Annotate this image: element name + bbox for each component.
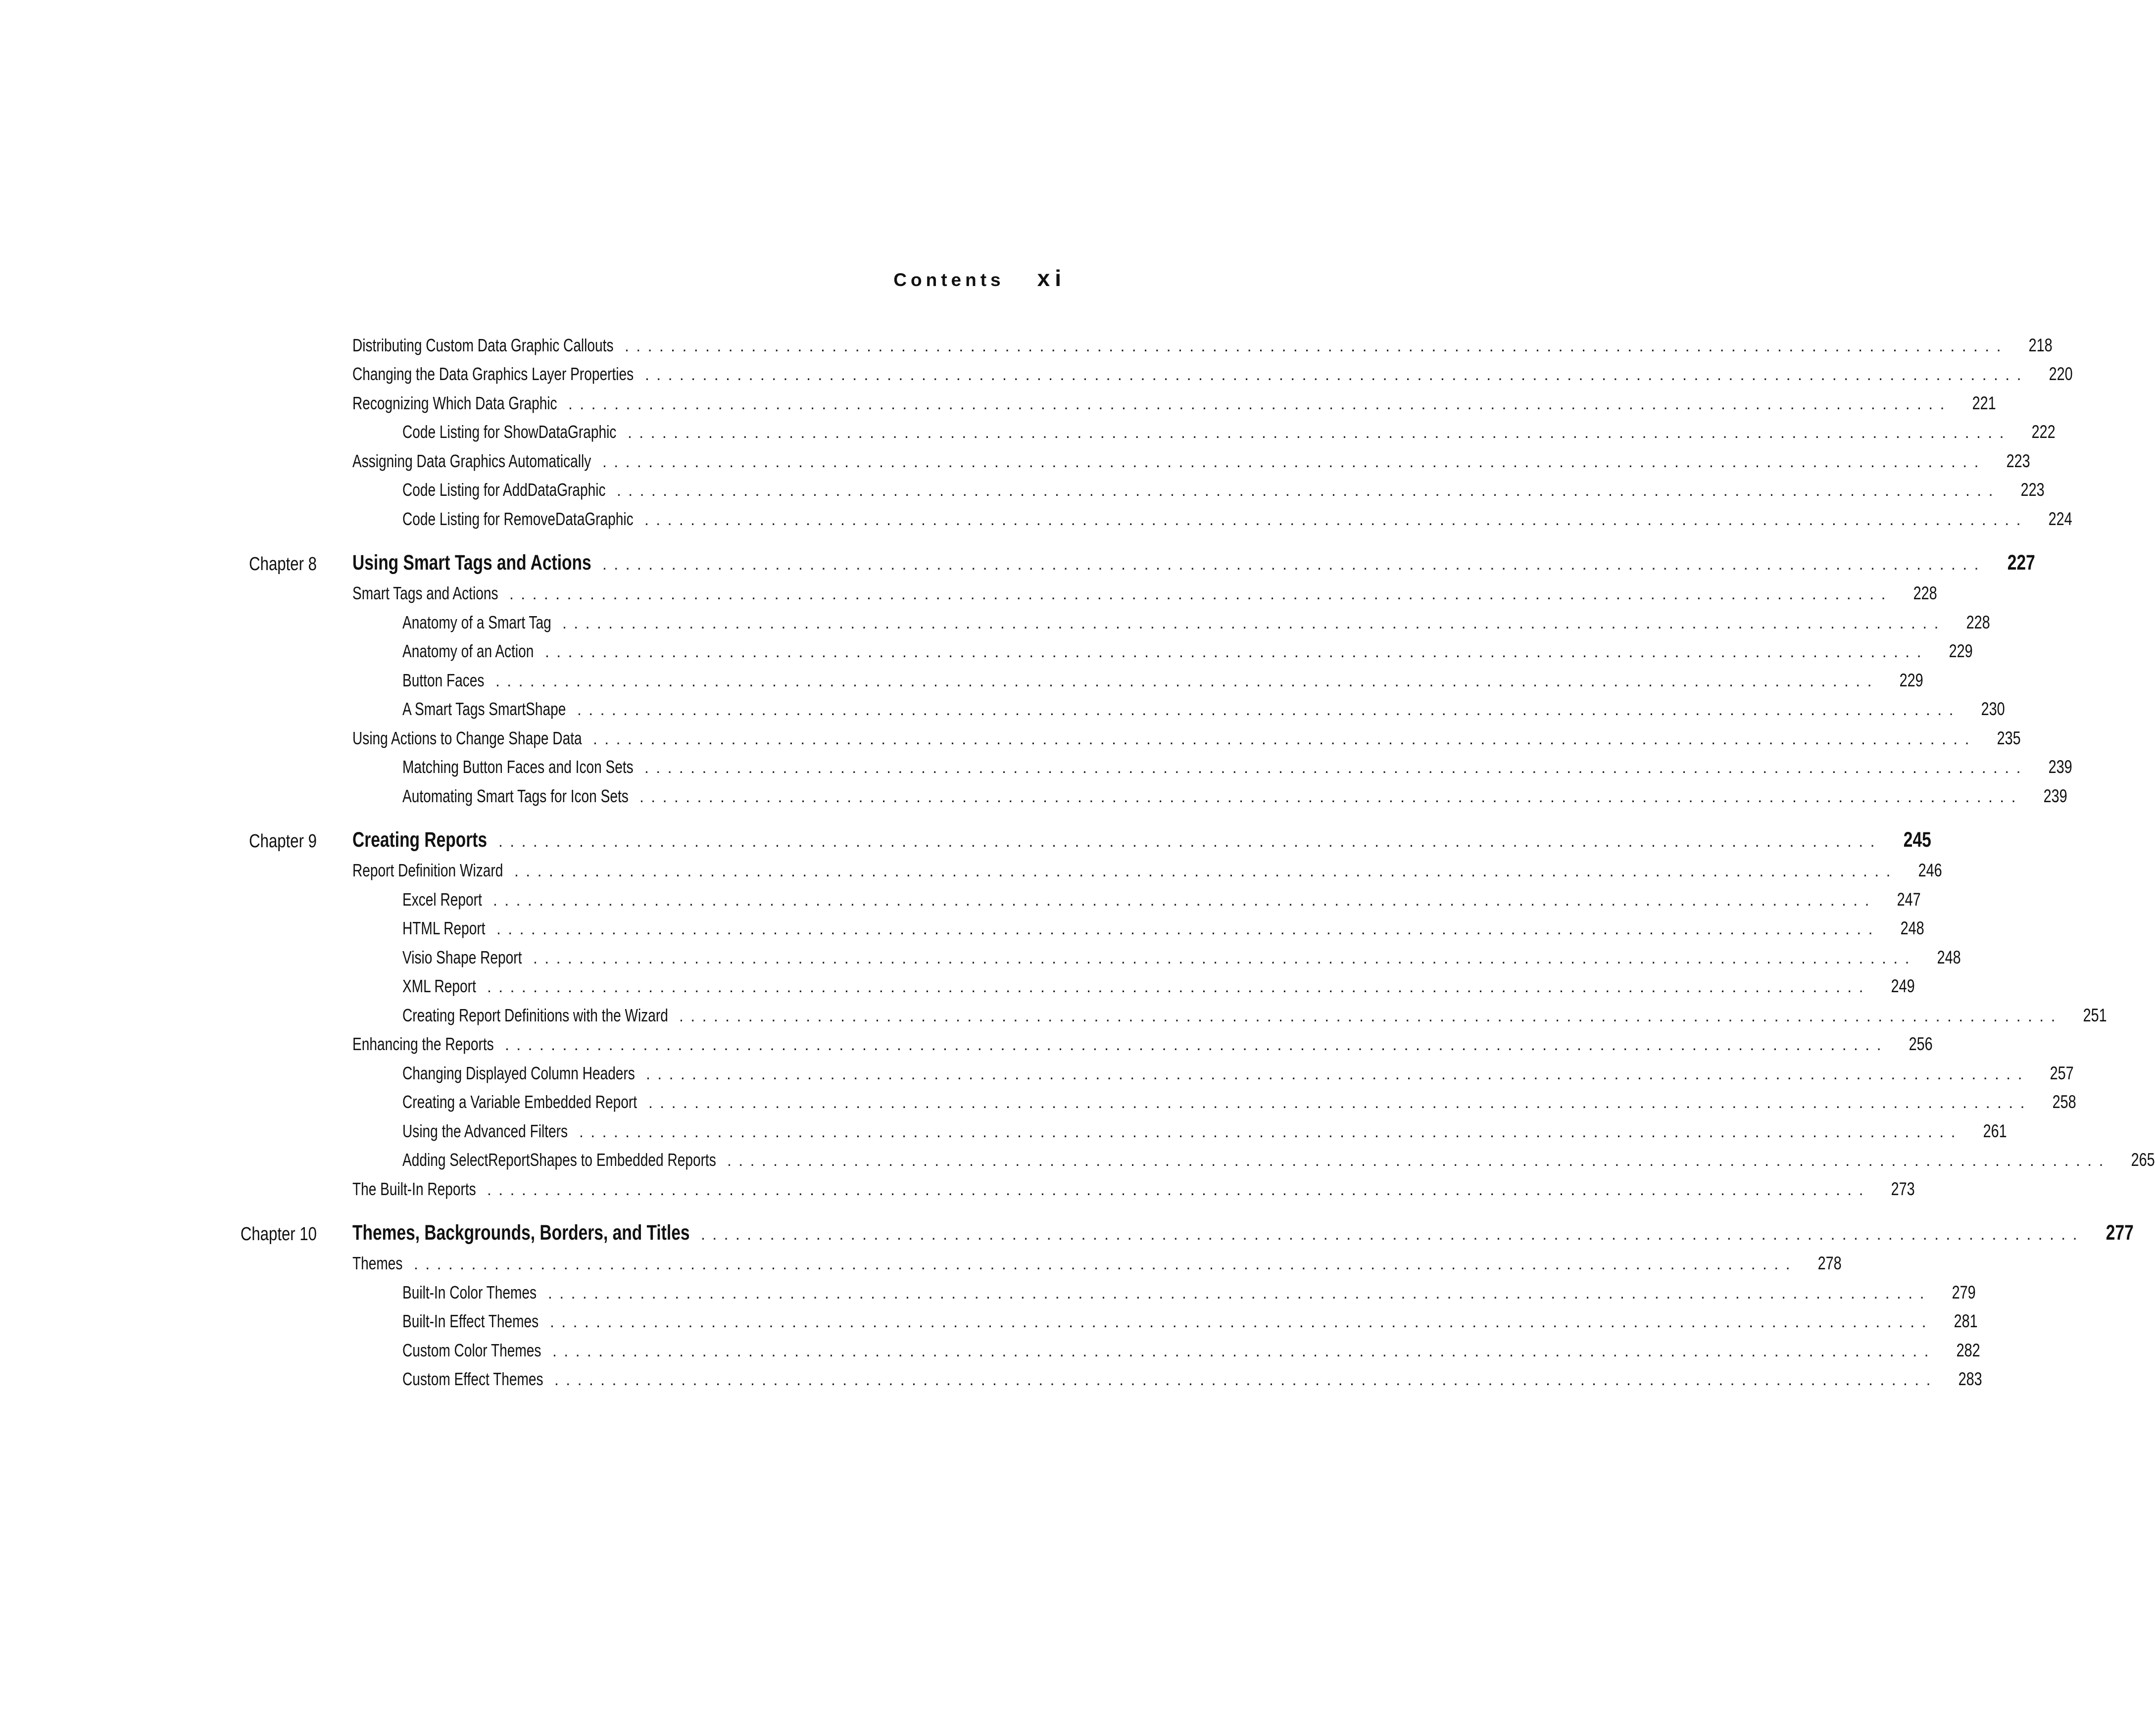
dot-leader: ........................................................................................................................ xyxy=(646,1064,2029,1083)
toc-entry[interactable] xyxy=(0,478,2045,507)
toc-page-number xyxy=(2022,335,2052,356)
toc-entry-title xyxy=(402,1063,635,1084)
toc-entry-title-text: Matching Button Faces and Icon Sets xyxy=(402,757,634,777)
toc-entry-title xyxy=(352,551,591,575)
toc-entry[interactable] xyxy=(0,1090,2076,1119)
toc-page-number-text: 239 xyxy=(2048,757,2072,777)
toc-entry-title-text: Using Smart Tags and Actions xyxy=(352,550,591,575)
toc-entry[interactable] xyxy=(0,974,1915,1003)
toc-entry-title-text: Automating Smart Tags for Icon Sets xyxy=(402,785,629,806)
toc-entry[interactable] xyxy=(0,725,2021,755)
toc-page-number xyxy=(1894,918,1923,939)
toc-entry-title xyxy=(402,1150,716,1170)
toc-page-number xyxy=(1884,1179,1914,1200)
toc-entry[interactable] xyxy=(0,581,1937,610)
toc-entry-title-text: Code Listing for RemoveDataGraphic xyxy=(402,508,634,529)
dot-leader: ........................................................................................................................ xyxy=(639,787,2023,806)
toc-entry[interactable] xyxy=(0,420,2056,449)
toc-page-number-text: 257 xyxy=(2050,1062,2074,1083)
toc-entry[interactable] xyxy=(0,506,2072,535)
toc-entry-title-text: Themes, Backgrounds, Borders, and Titles xyxy=(352,1220,690,1245)
toc-entry-title xyxy=(352,1034,494,1055)
toc-page-number xyxy=(1911,860,1941,881)
toc-page-number xyxy=(1890,889,1920,910)
toc-entry[interactable] xyxy=(0,639,1973,668)
toc-entry-title-text: Anatomy of an Action xyxy=(402,641,534,661)
toc-entry-title-text: XML Report xyxy=(402,976,476,996)
dot-leader: ........................................................................................................................ xyxy=(498,832,1882,850)
dot-leader: ........................................................................................................................ xyxy=(550,1313,1933,1331)
toc-entry-title xyxy=(402,1311,539,1332)
toc-page-number-text: 246 xyxy=(1918,860,1942,880)
toc-entry-title xyxy=(402,889,482,910)
toc-page-number-text: 251 xyxy=(2083,1005,2107,1025)
dot-leader: ........................................................................................................................ xyxy=(552,1342,1936,1360)
toc-entry-title-text: A Smart Tags SmartShape xyxy=(402,699,566,719)
toc-page-number xyxy=(2014,480,2044,500)
toc-entry-title-text: Creating Report Definitions with the Wizard xyxy=(402,1005,668,1025)
toc-entry-title-text: Themes xyxy=(352,1253,403,1273)
toc-page-number xyxy=(2046,1092,2075,1112)
toc-entry-title-text: Visio Shape Report xyxy=(402,947,522,967)
toc-entry[interactable] xyxy=(0,697,2005,726)
dot-leader: ........................................................................................................................ xyxy=(496,920,1880,938)
toc-page-number-text: 278 xyxy=(1817,1253,1842,1273)
toc-entry-title-text: Code Listing for ShowDataGraphic xyxy=(402,422,617,442)
toc-entry-title-text: Built-In Effect Themes xyxy=(402,1311,539,1331)
toc-entry-title xyxy=(402,509,634,530)
toc-entry[interactable] xyxy=(0,1309,1978,1338)
toc-entry[interactable] xyxy=(0,1338,1980,1367)
dot-leader: ........................................................................................................................ xyxy=(577,701,1960,719)
toc-page-number-text: 248 xyxy=(1937,947,1961,967)
dot-leader: ........................................................................................................................ xyxy=(644,510,2028,529)
toc-chapter-entry[interactable] xyxy=(0,1216,2134,1251)
dot-leader: ........................................................................................................................ xyxy=(727,1152,2110,1169)
toc-page-number-text: 261 xyxy=(1983,1120,2007,1141)
toc-page-number-text: 258 xyxy=(2052,1092,2076,1112)
toc-entry-title-text: Built-In Color Themes xyxy=(402,1282,537,1302)
toc-entry-title-text: Custom Color Themes xyxy=(402,1340,541,1360)
dot-leader: ........................................................................................................................ xyxy=(679,1007,2062,1025)
toc-entry-title-text: Code Listing for AddDataGraphic xyxy=(402,480,606,500)
toc-entry[interactable] xyxy=(0,390,1996,420)
toc-page-number-text: 235 xyxy=(1997,727,2021,748)
toc-page-number-text: 273 xyxy=(1891,1178,1915,1199)
toc-entry[interactable] xyxy=(0,448,2030,478)
toc-page-number-text: 227 xyxy=(2007,550,2035,575)
toc-entry-title xyxy=(352,583,498,604)
toc-page-number-text: 222 xyxy=(2031,422,2056,442)
toc-entry[interactable] xyxy=(0,1176,1915,1206)
dot-leader: ........................................................................................................................ xyxy=(602,452,1986,471)
toc-page-number xyxy=(1950,1340,1979,1361)
toc-entry[interactable] xyxy=(0,945,1961,974)
toc-page-number xyxy=(2000,551,2034,575)
toc-page-number-text: 239 xyxy=(2043,785,2067,806)
toc-entry[interactable] xyxy=(0,362,2073,391)
toc-entry[interactable] xyxy=(0,1251,1842,1280)
toc-page-number xyxy=(2076,1005,2106,1026)
dot-leader: ........................................................................................................................ xyxy=(644,759,2028,776)
toc-entry-title xyxy=(352,728,582,749)
toc-entry-title-text: Changing the Data Graphics Layer Properties xyxy=(352,364,634,384)
toc-page-number xyxy=(1907,583,1936,604)
toc-entry-title xyxy=(352,1221,690,1245)
toc-entry-title xyxy=(402,786,629,807)
toc-page-number xyxy=(1952,1369,1981,1390)
dot-leader: ........................................................................................................................ xyxy=(493,891,1876,909)
toc-entry-title-text: Custom Effect Themes xyxy=(402,1369,543,1389)
toc-page-number xyxy=(2042,509,2071,530)
toc-entry[interactable] xyxy=(0,887,1921,916)
toc-page-number xyxy=(1902,1034,1932,1055)
dot-leader: ........................................................................................................................ xyxy=(562,614,1946,632)
toc-page-number-text: 228 xyxy=(1913,583,1937,603)
toc-entry-title xyxy=(352,860,503,881)
toc-entry-title xyxy=(352,1253,403,1274)
dot-leader: ........................................................................................................................ xyxy=(617,482,2000,499)
toc-page-number-text: 256 xyxy=(1909,1034,1933,1054)
toc-page-number xyxy=(1974,699,2004,720)
toc-entry[interactable] xyxy=(0,783,2067,813)
toc-entry-title xyxy=(352,364,634,385)
toc-page-number-text: 223 xyxy=(2006,450,2030,471)
toc-page-number-text: 221 xyxy=(1972,392,1996,413)
toc-chapter-entry[interactable] xyxy=(0,546,2035,581)
chapter-label: Chapter 9 xyxy=(249,830,317,852)
toc-entry-title-text: Excel Report xyxy=(402,889,482,910)
toc-entry-title-text: Recognizing Which Data Graphic xyxy=(352,392,557,413)
toc-page-number xyxy=(1930,947,1960,968)
toc-page-number-text: 247 xyxy=(1897,889,1921,910)
toc-entry-title xyxy=(352,335,614,356)
toc-entry-title xyxy=(352,828,488,852)
toc-page-number xyxy=(2025,422,2055,442)
toc-entry-title-text: Enhancing the Reports xyxy=(352,1034,494,1054)
toc-entry-title xyxy=(402,918,486,939)
toc-entry-title-text: Adding SelectReportShapes to Embedded Reports xyxy=(402,1150,716,1170)
toc-entry-title xyxy=(402,1121,568,1142)
toc-entry-title xyxy=(402,480,606,500)
toc-entry-title xyxy=(402,947,522,968)
chapter-label: Chapter 8 xyxy=(249,553,317,575)
dot-leader: ........................................................................................................................ xyxy=(648,1094,2032,1111)
dot-leader: ........................................................................................................................ xyxy=(628,424,2011,441)
toc-entry-title xyxy=(352,1179,476,1200)
toc-chapter-entry[interactable] xyxy=(0,823,1931,858)
toc-entry-title xyxy=(402,757,634,777)
toc-entry-title xyxy=(402,1369,543,1390)
toc-page-number xyxy=(2124,1150,2154,1170)
toc-page-number-text: 249 xyxy=(1891,976,1915,996)
toc-page-number xyxy=(2000,451,2029,472)
dot-leader: ........................................................................................................................ xyxy=(514,862,1898,880)
toc-page-number-text: 265 xyxy=(2131,1150,2155,1170)
dot-leader: ........................................................................................................................ xyxy=(554,1371,1938,1389)
toc-page-number-text: 282 xyxy=(1956,1340,1980,1360)
toc-page-number xyxy=(1811,1253,1841,1274)
toc-page-number xyxy=(1884,976,1914,997)
chapter-label: Chapter 10 xyxy=(240,1223,317,1245)
dot-leader: ........................................................................................................................ xyxy=(625,337,2008,355)
toc-page-number-text: 220 xyxy=(2049,364,2073,384)
toc-entry-title-text: Report Definition Wizard xyxy=(352,860,503,880)
toc-entry-title-text: Assigning Data Graphics Automatically xyxy=(352,450,591,471)
running-head-page-number: xi xyxy=(1037,265,1066,291)
toc-entry-title-text: Using the Advanced Filters xyxy=(402,1120,568,1141)
toc-page-number-text: 279 xyxy=(1952,1282,1976,1302)
toc-page-number-text: 224 xyxy=(2048,508,2072,529)
toc-page-number-text: 218 xyxy=(2028,335,2053,355)
toc-page-number-text: 230 xyxy=(1981,699,2005,719)
toc-entry-title xyxy=(402,1340,541,1361)
toc-entry-title xyxy=(402,1092,637,1112)
toc-page-number-text: 229 xyxy=(1949,641,1973,661)
toc-entry[interactable] xyxy=(0,1148,2155,1177)
dot-leader: ........................................................................................................................ xyxy=(495,672,1879,690)
toc-entry[interactable] xyxy=(0,1061,2074,1090)
toc-page-number-text: 248 xyxy=(1900,918,1924,938)
toc-entry-title-text: Anatomy of a Smart Tag xyxy=(402,612,551,632)
toc-page-number xyxy=(2098,1221,2133,1245)
toc-entry[interactable] xyxy=(0,755,2072,784)
toc-page-number xyxy=(1896,828,1930,852)
dot-leader: ........................................................................................................................ xyxy=(505,1036,1888,1054)
running-head xyxy=(893,265,1066,291)
toc-page-number xyxy=(1976,1121,2006,1142)
toc-page-number-text: 229 xyxy=(1899,670,1923,690)
toc-entry[interactable] xyxy=(0,1032,1933,1061)
toc-entry-title-text: Creating a Variable Embedded Report xyxy=(402,1092,637,1112)
dot-leader: ........................................................................................................................ xyxy=(602,555,1986,573)
toc-entry[interactable] xyxy=(0,1280,1976,1309)
toc-page-number-text: 281 xyxy=(1954,1311,1978,1331)
toc-entry[interactable] xyxy=(0,333,2053,362)
toc-page-number xyxy=(2037,786,2066,807)
toc-page-number xyxy=(1965,393,1995,414)
toc-page-number xyxy=(1893,670,1922,691)
toc-entry-title xyxy=(402,422,617,442)
toc-entry-title-text: Creating Reports xyxy=(352,827,488,852)
toc-entry-title-text: The Built-In Reports xyxy=(352,1178,476,1199)
table-of-contents xyxy=(0,333,2155,1396)
dot-leader: ........................................................................................................................ xyxy=(545,643,1928,661)
dot-leader: ........................................................................................................................ xyxy=(568,394,1952,413)
toc-entry[interactable] xyxy=(0,916,1924,945)
dot-leader: ........................................................................................................................ xyxy=(414,1255,1797,1273)
toc-page-number xyxy=(1947,1311,1977,1332)
dot-leader: ........................................................................................................................ xyxy=(645,366,2028,384)
toc-page-number-text: 223 xyxy=(2020,480,2045,500)
toc-entry-title-text: Changing Displayed Column Headers xyxy=(402,1062,635,1083)
toc-entry-title xyxy=(402,641,534,662)
dot-leader: ........................................................................................................................ xyxy=(593,729,1976,748)
toc-entry-title-text: HTML Report xyxy=(402,918,486,938)
dot-leader: ........................................................................................................................ xyxy=(548,1284,1931,1302)
toc-entry-title-text: Button Faces xyxy=(402,670,485,690)
toc-page-number xyxy=(2042,757,2071,777)
toc-entry-title-text: Smart Tags and Actions xyxy=(352,583,498,603)
toc-page-number xyxy=(1945,1282,1975,1303)
dot-leader: ........................................................................................................................ xyxy=(579,1122,1962,1141)
toc-entry-title xyxy=(402,1005,668,1026)
toc-entry[interactable] xyxy=(0,668,1923,697)
toc-entry[interactable] xyxy=(0,1118,2007,1148)
toc-entry-title xyxy=(402,1282,537,1303)
dot-leader: ........................................................................................................................ xyxy=(487,978,1870,996)
toc-page-number-text: 283 xyxy=(1958,1369,1982,1389)
dot-leader: ........................................................................................................................ xyxy=(509,585,1893,603)
toc-page-number-text: 277 xyxy=(2106,1220,2134,1245)
running-head-title: Contents xyxy=(893,270,1005,290)
toc-page-number xyxy=(1990,728,2020,749)
toc-page-number-text: 245 xyxy=(1903,827,1931,852)
toc-entry-title xyxy=(402,612,551,633)
dot-leader: ........................................................................................................................ xyxy=(701,1225,2084,1243)
toc-entry[interactable] xyxy=(0,610,1990,639)
toc-entry[interactable] xyxy=(0,1003,2107,1032)
toc-entry[interactable] xyxy=(0,858,1942,887)
toc-entry-title xyxy=(402,699,566,720)
toc-entry-title xyxy=(402,976,476,997)
toc-page-number xyxy=(2042,364,2072,385)
toc-entry-title-text: Distributing Custom Data Graphic Callouts xyxy=(352,335,614,355)
toc-entry[interactable] xyxy=(0,1367,1982,1396)
toc-entry-title xyxy=(402,670,485,691)
toc-page-number-text: 228 xyxy=(1966,612,1990,632)
toc-page-number xyxy=(2043,1063,2073,1084)
dot-leader: ........................................................................................................................ xyxy=(533,949,1916,967)
toc-page-number xyxy=(1942,641,1972,662)
dot-leader: ........................................................................................................................ xyxy=(487,1180,1870,1199)
toc-entry-title xyxy=(352,393,557,414)
toc-page-number xyxy=(1959,612,1989,633)
toc-entry-title-text: Using Actions to Change Shape Data xyxy=(352,727,582,748)
toc-entry-title xyxy=(352,451,591,472)
